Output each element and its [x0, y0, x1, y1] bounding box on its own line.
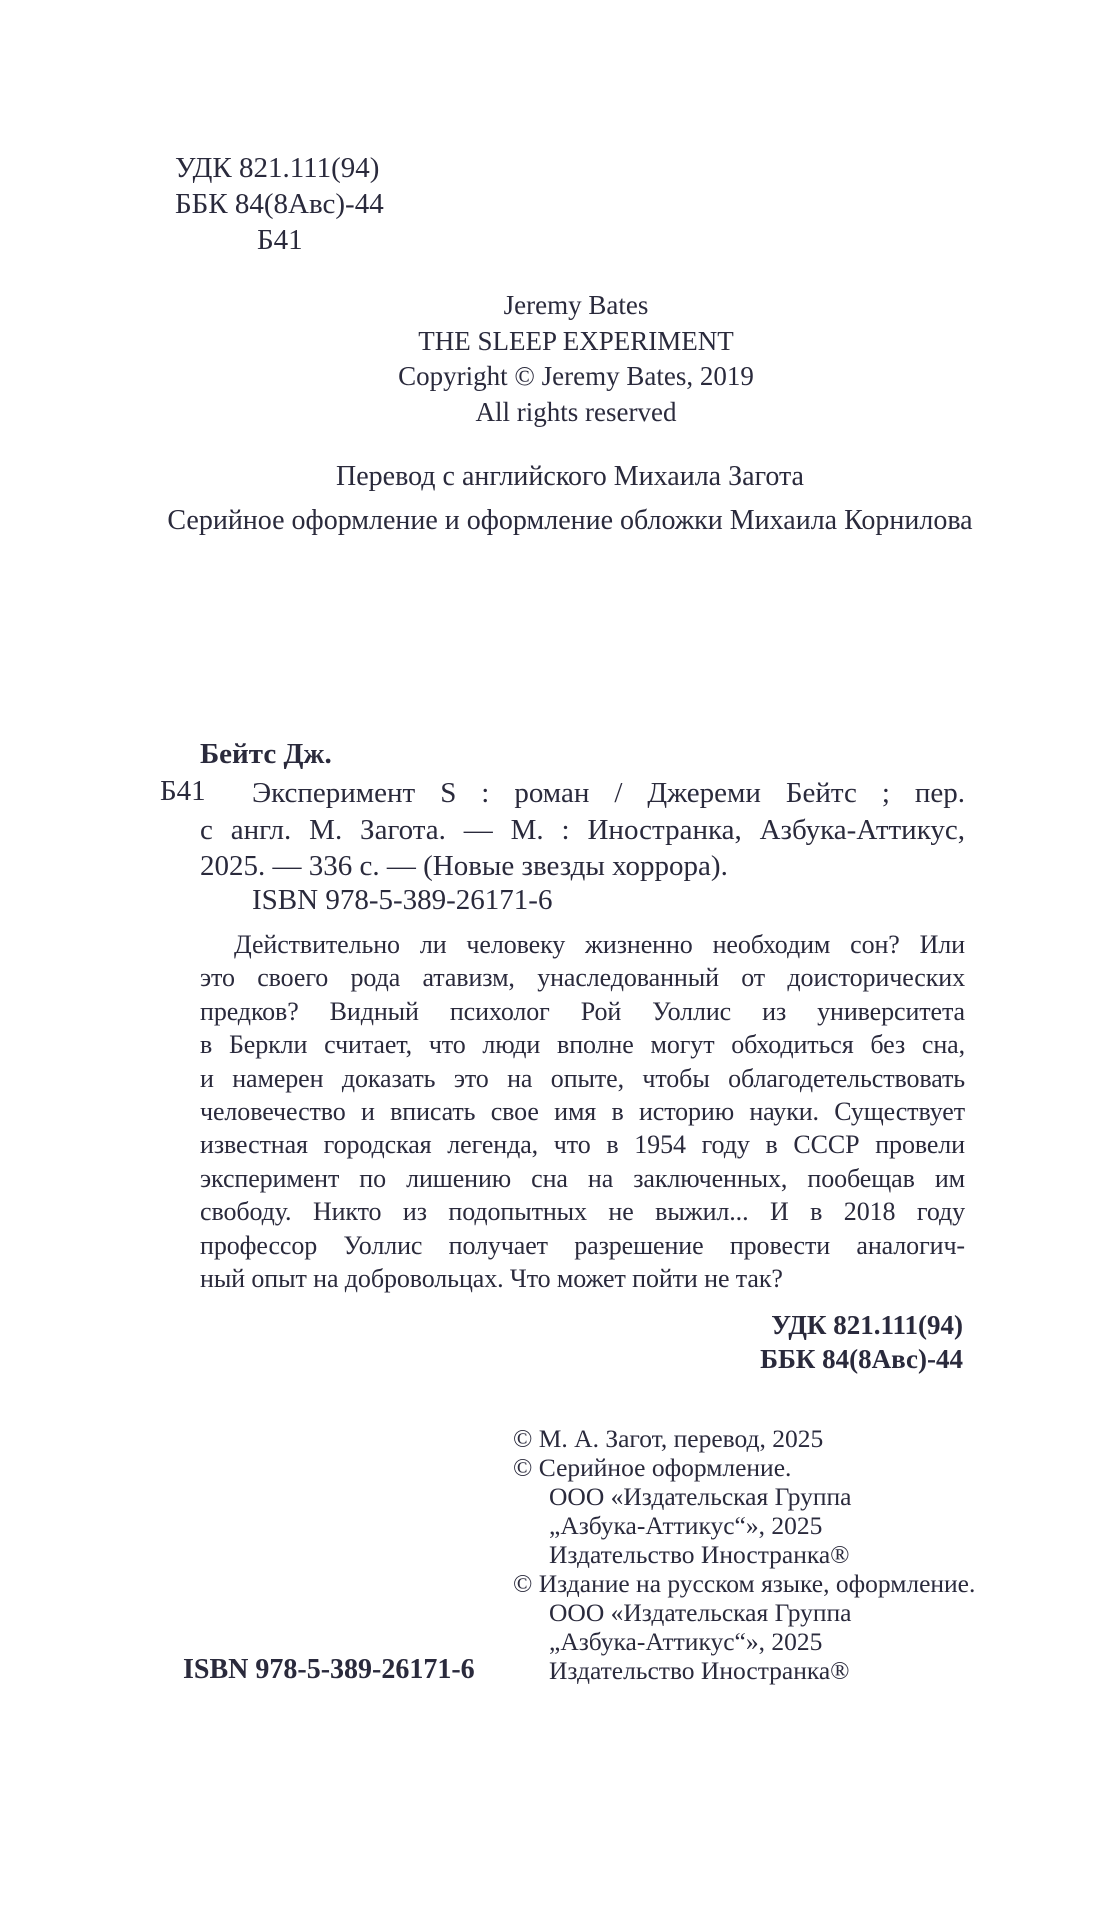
bbk-code: ББК 84(8Авс)-44: [175, 188, 384, 220]
author-sign-code: Б41: [257, 224, 303, 256]
original-title: THE SLEEP EXPERIMENT: [418, 325, 734, 356]
translator-credit: Перевод с английского Михаила Загота: [336, 461, 804, 492]
copyright-line: Copyright © Jeremy Bates, 2019: [398, 361, 754, 391]
copyright-line: ООО «Издательская Группа: [549, 1598, 852, 1627]
catalog-entry-line: с англ. М. Загота. — М. : Иностранка, Азбука-Аттикус,: [200, 813, 965, 846]
annotation-line: это своего рода атавизм, унаследованный от доисторических: [200, 963, 965, 993]
top-catalog-codes: [175, 150, 384, 258]
udk-code: УДК 821.111(94): [175, 152, 380, 184]
copyright-line: Издательство Иностранка®: [549, 1656, 850, 1685]
original-title-block: [185, 288, 967, 430]
catalog-entry-line: 2025. — 336 с. — (Новые звезды хоррора).: [200, 850, 728, 882]
catalog-entry: [200, 775, 965, 885]
copyright-block: [513, 1424, 975, 1685]
copyright-line: „Азбука-Аттикус“», 2025: [549, 1627, 823, 1656]
rights-line: All rights reserved: [475, 396, 677, 427]
annotation-line: предков? Видный психолог Рой Уоллис из университета: [200, 996, 965, 1026]
catalog-isbn: ISBN 978-5-389-26171-6: [252, 884, 553, 916]
bottom-catalog-codes: [500, 1308, 963, 1376]
annotation-paragraph: [200, 928, 965, 1295]
original-author: Jeremy Bates: [503, 290, 649, 320]
copyright-line: ООО «Издательская Группа: [549, 1482, 852, 1511]
copyright-line: © Издание на русском языке, оформление.: [513, 1569, 976, 1598]
copyright-line: © М. А. Загот, перевод, 2025: [513, 1424, 824, 1453]
credits-block: [120, 460, 1020, 538]
copyright-line: Издательство Иностранка®: [549, 1540, 850, 1569]
bbk-code-bold: ББК 84(8Авс)-44: [760, 1344, 963, 1374]
annotation-line: ный опыт на добровольцах. Что может пойти не так?: [200, 1264, 783, 1294]
designer-credit: Серийное оформление и оформление обложки Михаила Корнилова: [167, 505, 973, 536]
annotation-line: эксперимент по лишению сна на заключенных, пообещав им: [200, 1163, 965, 1193]
catalog-entry-code: Б41: [160, 775, 206, 807]
catalog-author: Бейтс Дж.: [200, 738, 332, 770]
annotation-line: профессор Уоллис получает разрешение провести аналогич-: [200, 1230, 965, 1260]
copyright-line: © Серийное оформление.: [513, 1453, 792, 1482]
isbn-bottom: ISBN 978-5-389-26171-6: [183, 1654, 475, 1685]
annotation-line: и намерен доказать это на опыте, чтобы облагодетельствовать: [200, 1063, 965, 1093]
udk-code-bold: УДК 821.111(94): [771, 1310, 963, 1340]
copyright-line: „Азбука-Аттикус“», 2025: [549, 1511, 823, 1540]
annotation-line: Действительно ли человеку жизненно необходим сон? Или: [234, 930, 965, 959]
annotation-line: свободу. Никто из подопытных не выжил... И в 2018 году: [200, 1197, 965, 1227]
catalog-entry-line: Эксперимент S : роман / Джереми Бейтс ; пер.: [252, 777, 965, 809]
annotation-line: человечество и вписать свое имя в историю науки. Существует: [200, 1097, 965, 1127]
annotation-line: в Беркли считает, что люди вполне могут обходиться без сна,: [200, 1030, 965, 1060]
annotation-line: известная городская легенда, что в 1954 году в СССР провели: [200, 1130, 965, 1160]
